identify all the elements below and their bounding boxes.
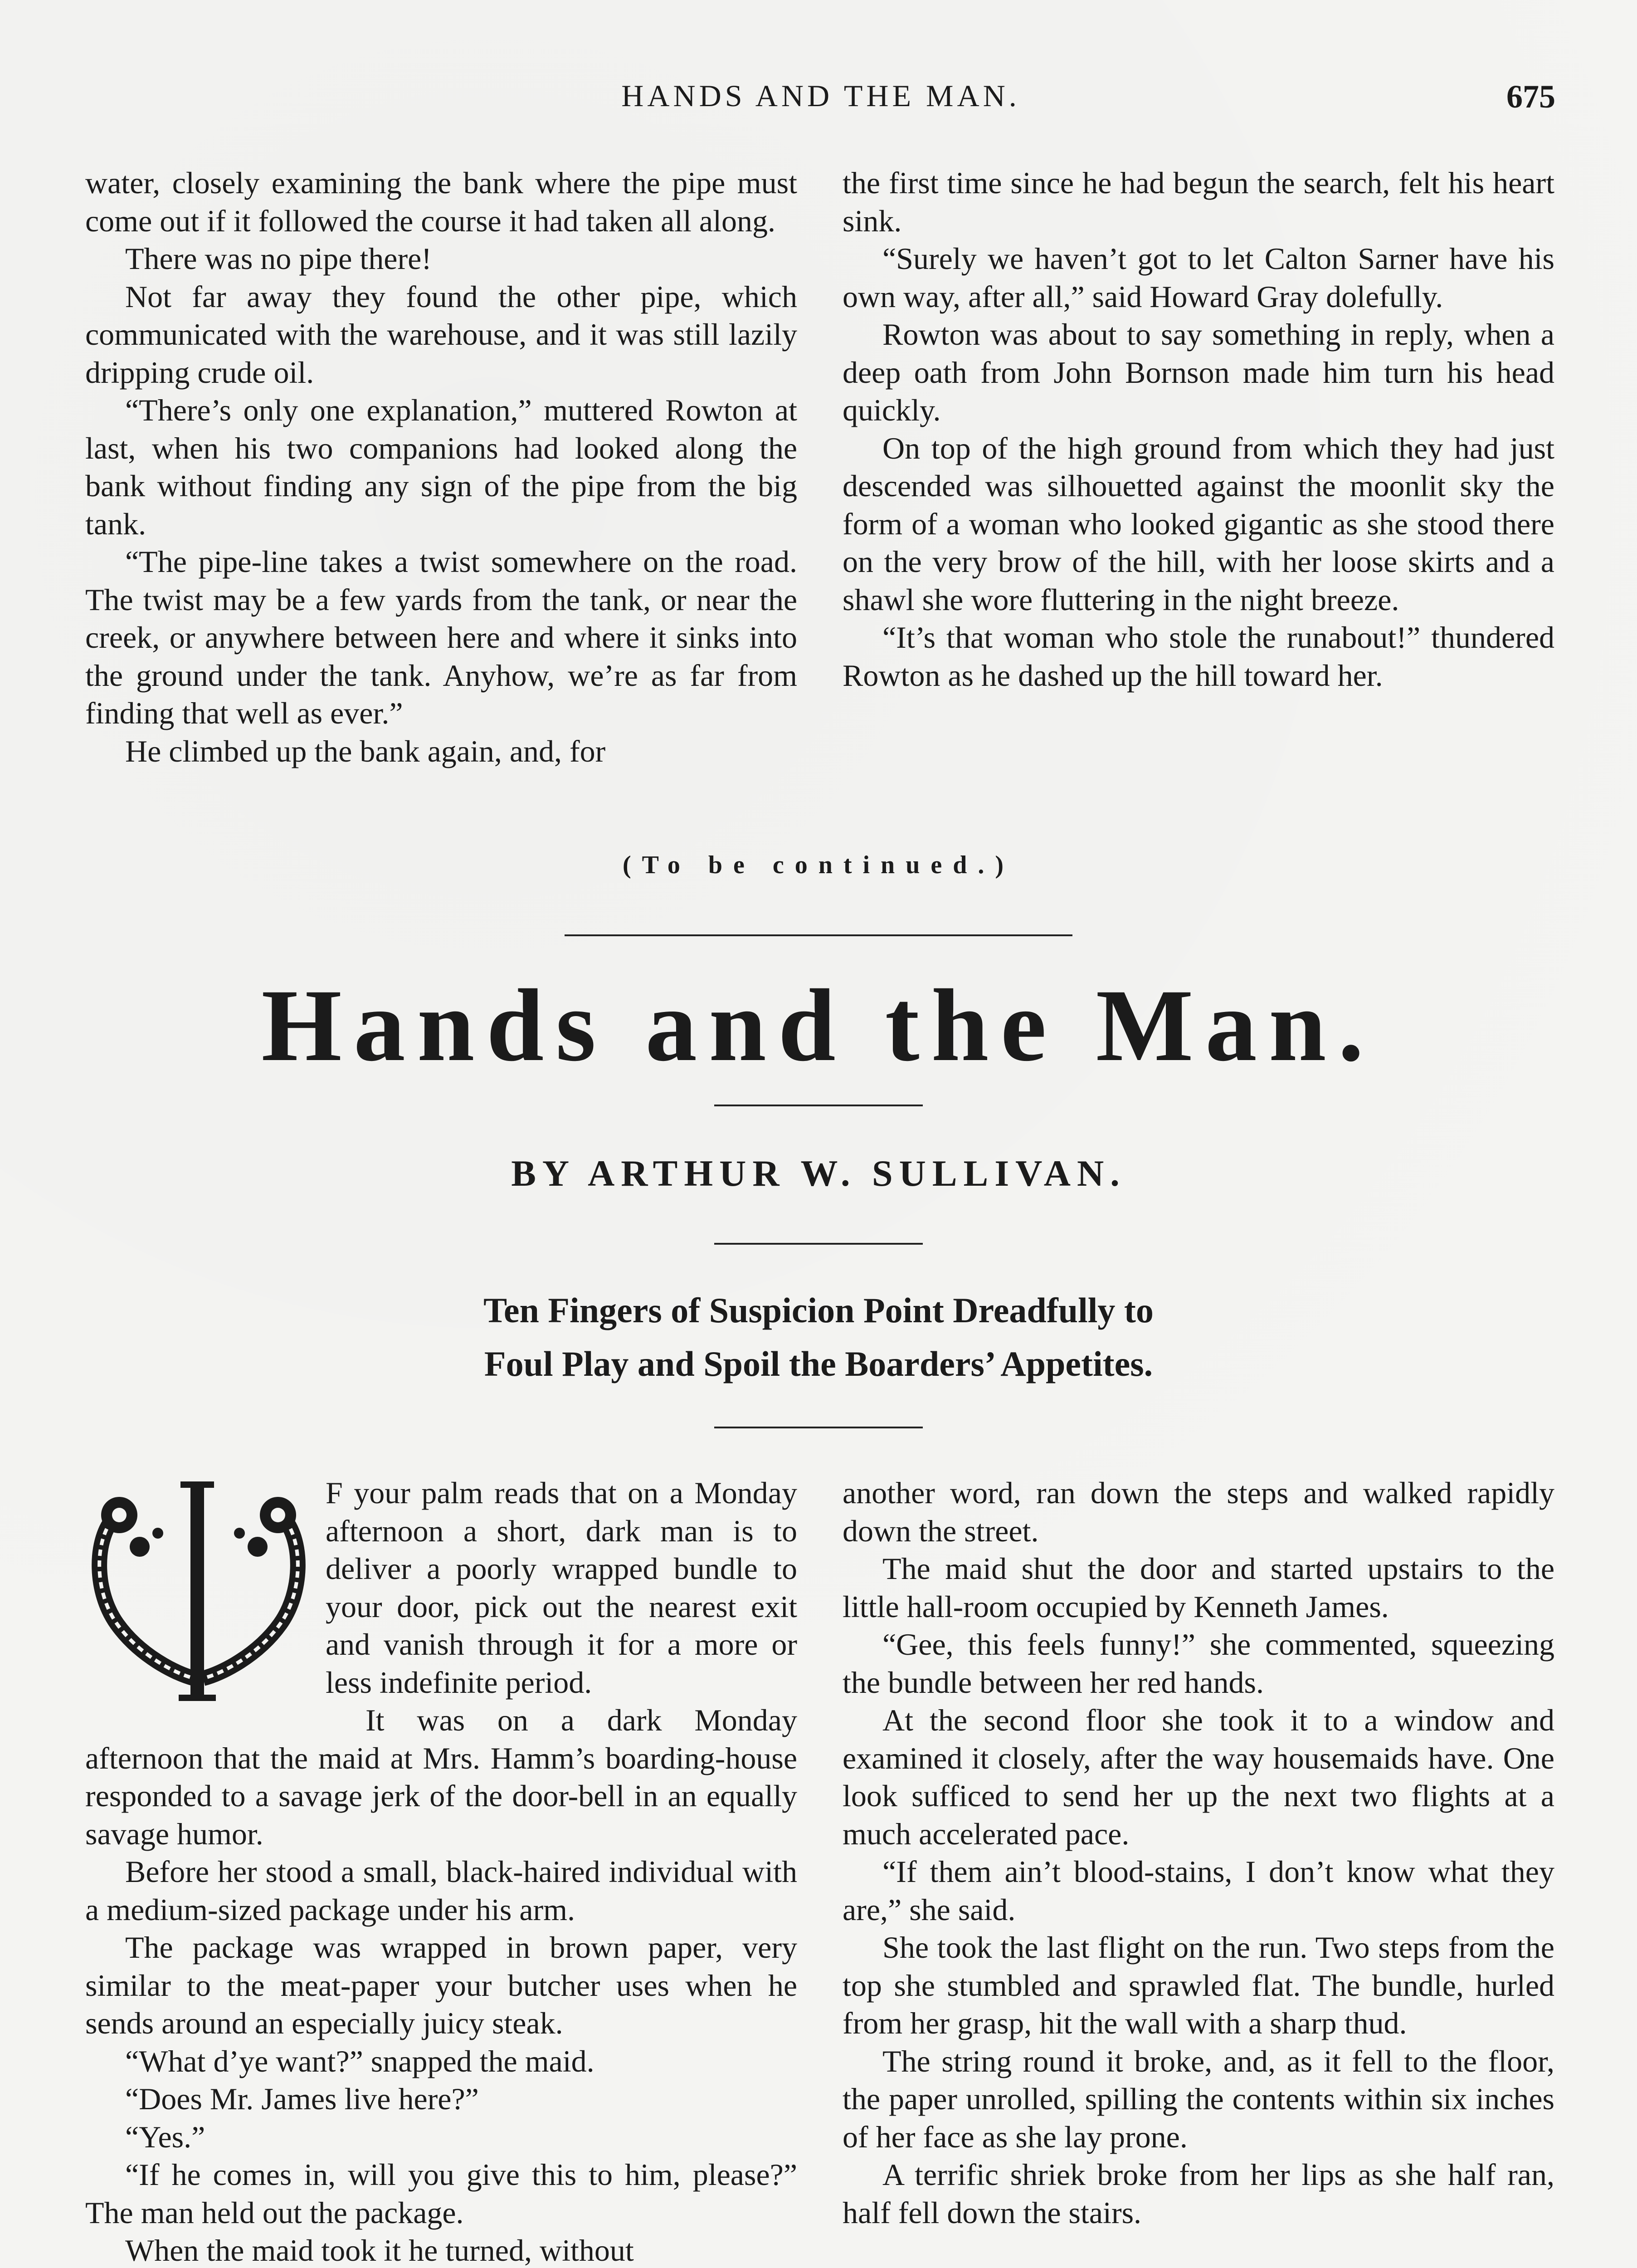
paragraph: “Yes.” bbox=[125, 2119, 205, 2154]
article-right-column bbox=[843, 1474, 1554, 2232]
paragraph: The string round it broke, and, as it fell to the floor, the paper unrolled, spilling the contents within six inches of her face as she lay prone. bbox=[843, 2043, 1554, 2154]
title-divider bbox=[714, 1105, 923, 1106]
paragraph: On top of the high ground from which they had just descended was silhouetted against the moonlit sky the form of a woman who looked gigantic as she stood there on the very brow of the hill, with her loose skirts and a shawl she wore fluttering in the night breeze. bbox=[843, 430, 1554, 617]
section-divider bbox=[565, 934, 1072, 936]
paragraph: “There’s only one explanation,” muttered Rowton at last, when his two companions had looked along the bank without finding any sign of the pipe from the big tank. bbox=[85, 393, 797, 541]
paragraph: Not far away they found the other pipe, which communicated with the warehouse, and it was still lazily dripping crude oil. bbox=[85, 279, 797, 390]
byline-divider bbox=[714, 1243, 923, 1245]
running-head bbox=[86, 78, 1555, 119]
paragraph: He climbed up the bank again, and, for bbox=[125, 733, 606, 768]
paragraph: “If he comes in, will you give this to him, please?” The man held out the package. bbox=[85, 2157, 797, 2230]
article-left-column bbox=[85, 1474, 797, 2268]
paragraph: “Does Mr. James live here?” bbox=[125, 2082, 479, 2116]
paragraph: She took the last flight on the run. Two steps from the top she stumbled and sprawled flat. The bundle, hurled from her grasp, hit the wall with a sharp thud. bbox=[843, 1930, 1554, 2040]
to-be-continued-note: (To be continued.) bbox=[622, 851, 1014, 879]
deck bbox=[0, 1284, 1637, 1391]
paragraph: Rowton was about to say something in reply, when a deep oath from John Bornson made him turn his head quickly. bbox=[843, 317, 1554, 427]
deck-line: Ten Fingers of Suspicion Point Dreadfully to bbox=[483, 1290, 1154, 1330]
paragraph: It was on a dark Monday afternoon that the maid at Mrs. Hamm’s boarding-house responded to a savage jerk of the door-bell in an equally savage humor. bbox=[85, 1703, 797, 1851]
paragraph: “Gee, this feels funny!” she commented, squeezing the bundle between her red hands. bbox=[843, 1627, 1554, 1700]
ornamental-drop-cap bbox=[85, 1479, 317, 1706]
previous-story-left-column bbox=[85, 164, 797, 770]
page-number: 675 bbox=[1506, 78, 1555, 115]
running-title: HANDS AND THE MAN. bbox=[621, 78, 1020, 113]
paragraph: “If them ain’t blood-stains, I don’t know what they are,” she said. bbox=[843, 1854, 1554, 1927]
previous-story-right-column bbox=[843, 164, 1554, 694]
paragraph: The maid shut the door and started upstairs to the little hall-room occupied by Kenneth James. bbox=[843, 1551, 1554, 1624]
paragraph: When the maid took it he turned, without bbox=[125, 2233, 634, 2268]
drop-cap-ornament-icon bbox=[85, 1479, 317, 1706]
paragraph: At the second floor she took it to a window and examined it closely, after the way housemaids have. One look sufficed to send her up the next two flights at a much accelerated pace. bbox=[843, 1703, 1554, 1851]
paragraph: “What d’ye want?” snapped the maid. bbox=[125, 2043, 594, 2078]
paragraph: the first time since he had begun the search, felt his heart sink. bbox=[843, 166, 1554, 238]
deck-line: Foul Play and Spoil the Boarders’ Appetites. bbox=[484, 1344, 1153, 1383]
paragraph: water, closely examining the bank where the pipe must come out if it followed the course it had taken all along. bbox=[85, 166, 797, 238]
deck-divider bbox=[714, 1427, 923, 1428]
opening-paragraph: F your palm reads that on a Monday afternoon a short, dark man is to deliver a poorly wrapped bundle to your door, pick out the nearest exit and vanish through it for a more or less indefinite period. bbox=[326, 1476, 797, 1700]
paragraph: Before her stood a small, black-haired individual with a medium-sized package under his arm. bbox=[85, 1854, 797, 1927]
paragraph: “It’s that woman who stole the runabout!” thundered Rowton as he dashed up the hill toward her. bbox=[843, 620, 1554, 693]
byline: BY ARTHUR W. SULLIVAN. bbox=[511, 1153, 1126, 1194]
paragraph: “The pipe-line takes a twist somewhere on the road. The twist may be a few yards from the tank, or near the creek, or anywhere between here and where it sinks into the ground under the tank. Anyhow, we’re as far from finding that well as ever.” bbox=[85, 544, 797, 730]
paragraph: The package was wrapped in brown paper, very similar to the meat-paper your butcher uses when he sends around an especially juicy steak. bbox=[85, 1930, 797, 2040]
paragraph: A terrific shriek broke from her lips as she half ran, half fell down the stairs. bbox=[843, 2157, 1554, 2230]
paragraph: another word, ran down the steps and walked rapidly down the street. bbox=[843, 1476, 1554, 1548]
paragraph: “Surely we haven’t got to let Calton Sarner have his own way, after all,” said Howard Gray dolefully. bbox=[843, 241, 1554, 314]
article-title: Hands and the Man. bbox=[261, 968, 1376, 1083]
paragraph: There was no pipe there! bbox=[125, 241, 432, 276]
